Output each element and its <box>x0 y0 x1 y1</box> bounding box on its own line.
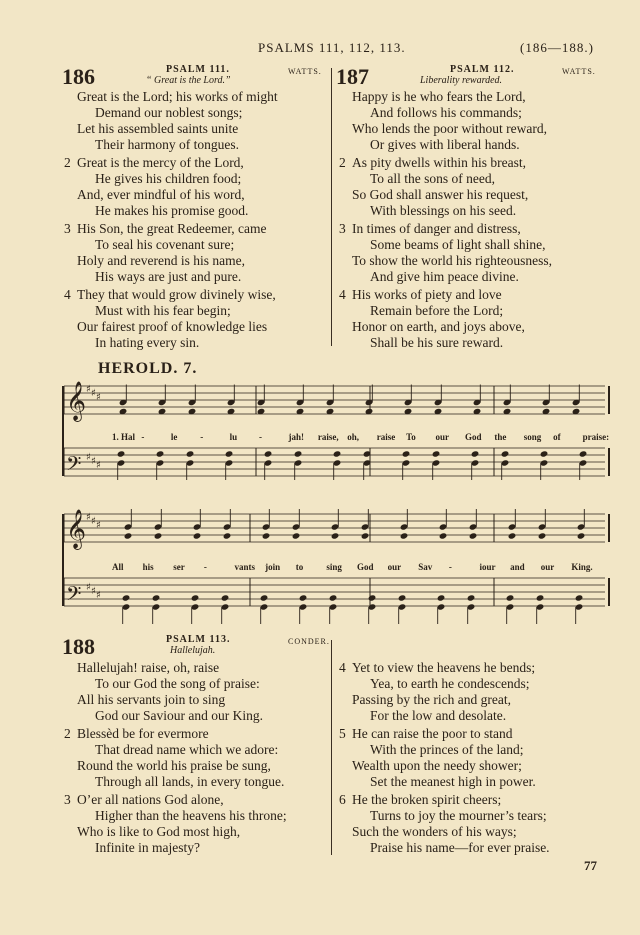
running-head-range: (186—188.) <box>520 40 594 55</box>
note-head <box>469 532 478 539</box>
stanza <box>64 155 327 219</box>
note-head <box>156 450 165 457</box>
verse-line: His works of piety and love <box>352 287 502 302</box>
verse-line: Who is like to God most high, <box>77 824 241 839</box>
lyric-syllable: our <box>387 562 402 572</box>
note-head <box>402 450 411 457</box>
verse-line: Happy is he who fears the Lord, <box>352 89 526 104</box>
author: CONDER. <box>288 637 330 646</box>
note-head <box>292 532 301 539</box>
verse-line: Passing by the rich and great, <box>352 692 511 707</box>
note-head <box>329 594 338 601</box>
lyric-syllable: le <box>170 432 178 442</box>
column-divider <box>331 640 332 855</box>
note-head <box>575 594 584 601</box>
psalm-title: PSALM 113. <box>166 634 231 645</box>
note-head <box>225 450 234 457</box>
verse-line: He can raise the poor to stand <box>352 726 513 741</box>
verse-line: Great is the Lord; his works of might <box>77 89 278 104</box>
lyric-syllable: King. <box>571 562 593 572</box>
note-head <box>191 594 200 601</box>
note-head <box>361 532 370 539</box>
note-head <box>439 532 448 539</box>
note-head <box>331 532 340 539</box>
verse-line: To all the sons of need, <box>370 171 496 186</box>
verse-line: Honor on earth, and joys above, <box>352 319 525 334</box>
hymn-188-text-left <box>64 660 337 858</box>
hymn-number: 186 <box>62 64 95 89</box>
verse-line: Holy and reverend is his name, <box>77 253 245 268</box>
verse-line: His Son, the great Redeemer, came <box>77 221 267 236</box>
verse-line: Yea, to earth he condescends; <box>370 676 530 691</box>
verse-line: Must with his fear begin; <box>95 303 231 318</box>
verse-line: Such the wonders of his ways; <box>352 824 517 839</box>
lyric-syllable: raise <box>376 432 396 442</box>
stanza <box>64 792 337 856</box>
verse-line: Hallelujah! raise, oh, raise <box>77 660 220 675</box>
note-head <box>579 450 588 457</box>
note-head <box>467 594 476 601</box>
lyric-syllable: lu <box>229 432 238 442</box>
note-head <box>538 532 547 539</box>
psalm-title: PSALM 112. <box>450 64 515 75</box>
note-head <box>506 594 515 601</box>
verse-line: So God shall answer his request, <box>352 187 529 202</box>
bass-clef-icon: 𝄢 <box>66 582 82 610</box>
lyric-syllable: To <box>406 432 416 442</box>
verse-line: Turns to joy the mourner’s tears; <box>370 808 547 823</box>
stanza <box>339 726 602 790</box>
tune-name: HEROLD. 7. <box>98 360 198 377</box>
lyric-syllable: iour <box>479 562 496 572</box>
note-head <box>400 532 409 539</box>
stanza <box>339 287 602 351</box>
verse-line: Remain before the Lord; <box>370 303 504 318</box>
verse-line: Set the meanest high in power. <box>370 774 536 789</box>
verse-line: Their harmony of tongues. <box>95 137 239 152</box>
hymn-188-text-right <box>339 660 602 858</box>
stanza <box>352 89 602 153</box>
verse-line: They that would grow divinely wise, <box>77 287 276 302</box>
verse-line: For the low and desolate. <box>370 708 507 723</box>
lyric-syllable: jah! <box>288 432 304 442</box>
verse-number: 2 <box>339 155 346 170</box>
note-head <box>154 532 163 539</box>
lyric-syllable: his <box>142 562 154 572</box>
verse-line: Demand our noblest songs; <box>95 105 243 120</box>
verse-line: Round the world his praise be sung, <box>77 758 271 773</box>
verse-line: Infinite in majesty? <box>95 840 200 855</box>
verse-line: And follows his commands; <box>370 105 522 120</box>
sharp-icon: ♯ <box>86 582 91 593</box>
lyric-syllable: vants <box>234 562 256 572</box>
lyric-syllable: - <box>200 432 204 442</box>
sharp-icon: ♯ <box>96 392 101 403</box>
author: WATTS. <box>562 67 596 76</box>
note-head <box>437 594 446 601</box>
note-head <box>186 450 195 457</box>
sharp-icon: ♯ <box>96 520 101 531</box>
note-head <box>536 594 545 601</box>
psalm-subtitle: “ Great is the Lord.” <box>146 75 231 86</box>
verse-line: Great is the mercy of the Lord, <box>77 155 244 170</box>
verse-line: Our fairest proof of knowledge lies <box>77 319 268 334</box>
lyric-syllable: and <box>510 562 525 572</box>
lyric-syllable: ser <box>173 562 185 572</box>
verse-number: 3 <box>64 221 71 236</box>
hymn-187-text <box>339 89 602 353</box>
verse-line: Let his assembled saints unite <box>77 121 239 136</box>
verse-line: That dread name which we adore: <box>95 742 279 757</box>
sharp-icon: ♯ <box>96 590 101 601</box>
note-head <box>262 532 271 539</box>
lyric-syllable: God <box>357 562 374 572</box>
lyric-syllable: join <box>265 562 281 572</box>
note-head <box>540 450 549 457</box>
note-head <box>577 532 586 539</box>
hymn-186-text <box>64 89 327 353</box>
verse-line: To seal his covenant sure; <box>95 237 235 252</box>
note-head <box>264 450 273 457</box>
lyric-syllable: our <box>435 432 450 442</box>
lyric-syllable: God <box>464 432 482 442</box>
verse-number: 5 <box>339 726 346 741</box>
sharp-icon: ♯ <box>91 388 96 399</box>
verse-line: His ways are just and pure. <box>95 269 242 284</box>
verse-line: He the broken spirit cheers; <box>352 792 502 807</box>
verse-line: Shall be his sure reward. <box>370 335 504 350</box>
verse-line: Blessèd be for evermore <box>77 726 209 741</box>
author: WATTS. <box>288 67 322 76</box>
note-head <box>299 594 308 601</box>
music-score <box>60 378 615 640</box>
stanza <box>64 287 327 351</box>
sharp-icon: ♯ <box>91 456 96 467</box>
bass-clef-icon: 𝄢 <box>66 452 82 480</box>
verse-line: As pity dwells within his breast, <box>352 155 526 170</box>
note-head <box>152 594 161 601</box>
verse-line: Wealth upon the needy shower; <box>352 758 522 773</box>
verse-line: All his servants join to sing <box>77 692 226 707</box>
verse-line: Praise his name—for ever praise. <box>370 840 550 855</box>
stanza <box>339 221 602 285</box>
lyric-syllable: sing <box>326 562 342 572</box>
psalm-title: PSALM 111. <box>166 64 230 75</box>
tune-lyrics-line-1 <box>112 432 612 444</box>
verse-line: In times of danger and distress, <box>352 221 521 236</box>
verse-line: With blessings on his seed. <box>370 203 517 218</box>
note-head <box>117 450 126 457</box>
note-head <box>508 532 517 539</box>
stanza <box>64 221 327 285</box>
note-head <box>223 532 232 539</box>
note-head <box>193 532 202 539</box>
running-head-title: PSALMS 111, 112, 113. <box>258 40 406 55</box>
verse-number: 4 <box>339 660 346 675</box>
verse-number: 6 <box>339 792 346 807</box>
lyric-syllable: oh, <box>347 432 360 442</box>
column-divider <box>331 68 332 346</box>
treble-clef-icon: 𝄞 <box>66 381 87 421</box>
verse-line: Yet to view the heavens he bends; <box>352 660 536 675</box>
note-head <box>501 450 510 457</box>
lyric-syllable: - <box>448 562 452 572</box>
treble-clef-icon: 𝄞 <box>66 509 87 549</box>
verse-number: 3 <box>339 221 346 236</box>
stanza <box>64 726 337 790</box>
stanza <box>77 89 327 153</box>
tune-lyrics-line-2 <box>112 562 612 574</box>
hymn-number: 187 <box>336 64 369 89</box>
hymn-number: 188 <box>62 634 95 659</box>
sharp-icon: ♯ <box>86 384 91 395</box>
lyric-syllable: song <box>523 432 542 442</box>
lyric-syllable: praise: <box>582 432 610 442</box>
verse-line: God our Saviour and our King. <box>95 708 263 723</box>
verse-line: Who lends the poor without reward, <box>352 121 547 136</box>
verse-line: O’er all nations God alone, <box>77 792 224 807</box>
sharp-icon: ♯ <box>91 516 96 527</box>
stanza <box>339 660 602 724</box>
verse-number: 2 <box>64 726 71 741</box>
verse-number: 4 <box>339 287 346 302</box>
verse-line: He makes his promise good. <box>95 203 249 218</box>
verse-number: 2 <box>64 155 71 170</box>
lyric-syllable: - <box>141 432 145 442</box>
verse-line: With the princes of the land; <box>370 742 524 757</box>
note-head <box>398 594 407 601</box>
note-head <box>124 532 133 539</box>
verse-number: 3 <box>64 792 71 807</box>
lyric-syllable: - <box>259 432 263 442</box>
lyric-syllable: of <box>553 432 561 442</box>
stanza <box>77 660 337 724</box>
verse-line: Some beams of light shall shine, <box>370 237 546 252</box>
lyric-syllable: 1. Hal <box>112 432 136 442</box>
verse-line: And, ever mindful of his word, <box>77 187 245 202</box>
note-head <box>221 594 230 601</box>
lyric-syllable: the <box>494 432 507 442</box>
lyric-syllable: to <box>295 562 304 572</box>
verse-line: In hating every sin. <box>95 335 200 350</box>
lyric-syllable: our <box>540 562 555 572</box>
sharp-icon: ♯ <box>91 586 96 597</box>
stanza <box>339 155 602 219</box>
note-head <box>122 594 131 601</box>
verse-line: Through all lands, in every tongue. <box>95 774 285 789</box>
psalm-subtitle: Hallelujah. <box>170 645 216 656</box>
verse-line: Or gives with liberal hands. <box>370 137 520 152</box>
lyric-syllable: All <box>112 562 124 572</box>
verse-number: 4 <box>64 287 71 302</box>
sharp-icon: ♯ <box>86 512 91 523</box>
note-head <box>368 594 377 601</box>
verse-line: He gives his children food; <box>95 171 242 186</box>
note-head <box>294 450 303 457</box>
note-head <box>432 450 441 457</box>
verse-line: Higher than the heavens his throne; <box>95 808 287 823</box>
lyric-syllable: Sav <box>418 562 433 572</box>
psalm-subtitle: Liberality rewarded. <box>420 75 503 86</box>
sharp-icon: ♯ <box>86 452 91 463</box>
lyric-syllable: - <box>203 562 207 572</box>
page-number: 77 <box>584 858 597 873</box>
verse-line: To show the world his righteousness, <box>352 253 553 268</box>
verse-line: To our God the song of praise: <box>95 676 260 691</box>
note-head <box>333 450 342 457</box>
verse-line: And give him peace divine. <box>370 269 519 284</box>
lyric-syllable: raise, <box>317 432 339 442</box>
stanza <box>339 792 602 856</box>
note-head <box>471 450 480 457</box>
sharp-icon: ♯ <box>96 460 101 471</box>
note-head <box>260 594 269 601</box>
